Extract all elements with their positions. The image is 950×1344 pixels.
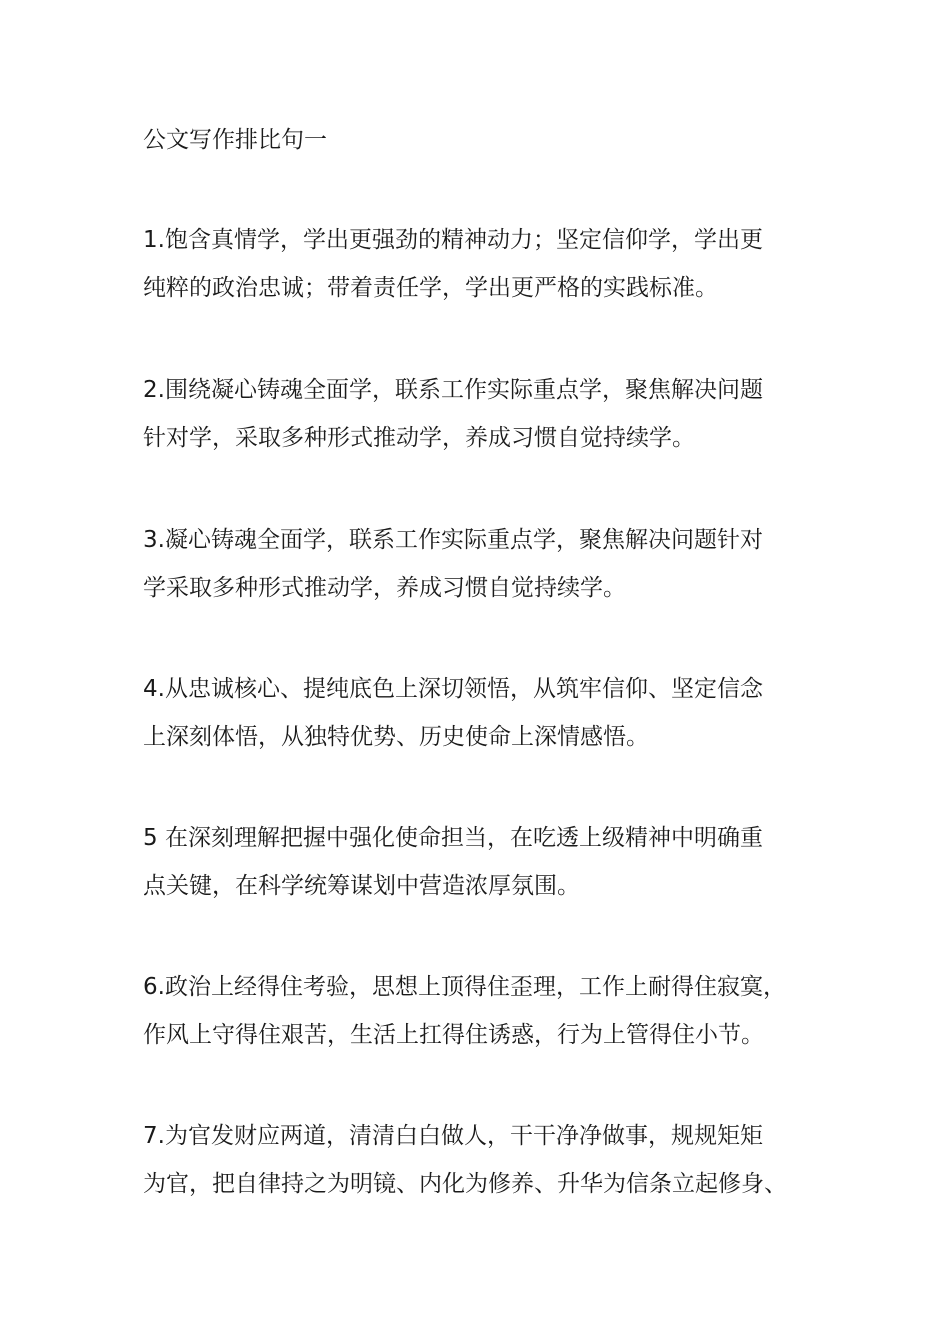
paragraph-line: 学采取多种形式推动学，养成习惯自觉持续学。 (143, 575, 626, 601)
paragraph-line: 为官，把自律持之为明镜、内化为修养、升华为信条立起修身、 (143, 1171, 787, 1197)
paragraph-line: 针对学，采取多种形式推动学，养成习惯自觉持续学。 (143, 425, 695, 451)
paragraph-2 (143, 366, 833, 462)
paragraph-line: 3.凝心铸魂全面学，联系工作实际重点学，聚焦解决问题针对 (143, 527, 763, 553)
paragraph-line: 2.围绕凝心铸魂全面学，联系工作实际重点学，聚焦解决问题 (143, 377, 763, 403)
paragraph-6 (143, 963, 833, 1059)
paragraph-5 (143, 814, 833, 910)
paragraph-7 (143, 1112, 833, 1208)
paragraph-line: 7.为官发财应两道，清清白白做人，干干净净做事，规规矩矩 (143, 1123, 763, 1149)
paragraph-line: 4.从忠诚核心、提纯底色上深切领悟，从筑牢信仰、坚定信念 (143, 676, 763, 702)
paragraph-line: 纯粹的政治忠诚；带着责任学，学出更严格的实践标准。 (143, 275, 718, 301)
paragraph-line: 5 在深刻理解把握中强化使命担当，在吃透上级精神中明确重 (143, 825, 763, 851)
paragraph-line: 作风上守得住艰苦，生活上扛得住诱惑，行为上管得住小节。 (143, 1022, 764, 1048)
paragraph-4 (143, 665, 833, 761)
document-title: 公文写作排比句一 (143, 127, 327, 153)
paragraph-line: 上深刻体悟，从独特优势、历史使命上深情感悟。 (143, 724, 649, 750)
paragraph-line: 6.政治上经得住考验，思想上顶得住歪理，工作上耐得住寂寞， (143, 974, 786, 1000)
paragraph-line: 点关键，在科学统筹谋划中营造浓厚氛围。 (143, 873, 580, 899)
paragraph-line: 1.饱含真情学，学出更强劲的精神动力；坚定信仰学，学出更 (143, 227, 763, 253)
paragraph-3 (143, 516, 833, 612)
paragraph-1 (143, 216, 833, 312)
